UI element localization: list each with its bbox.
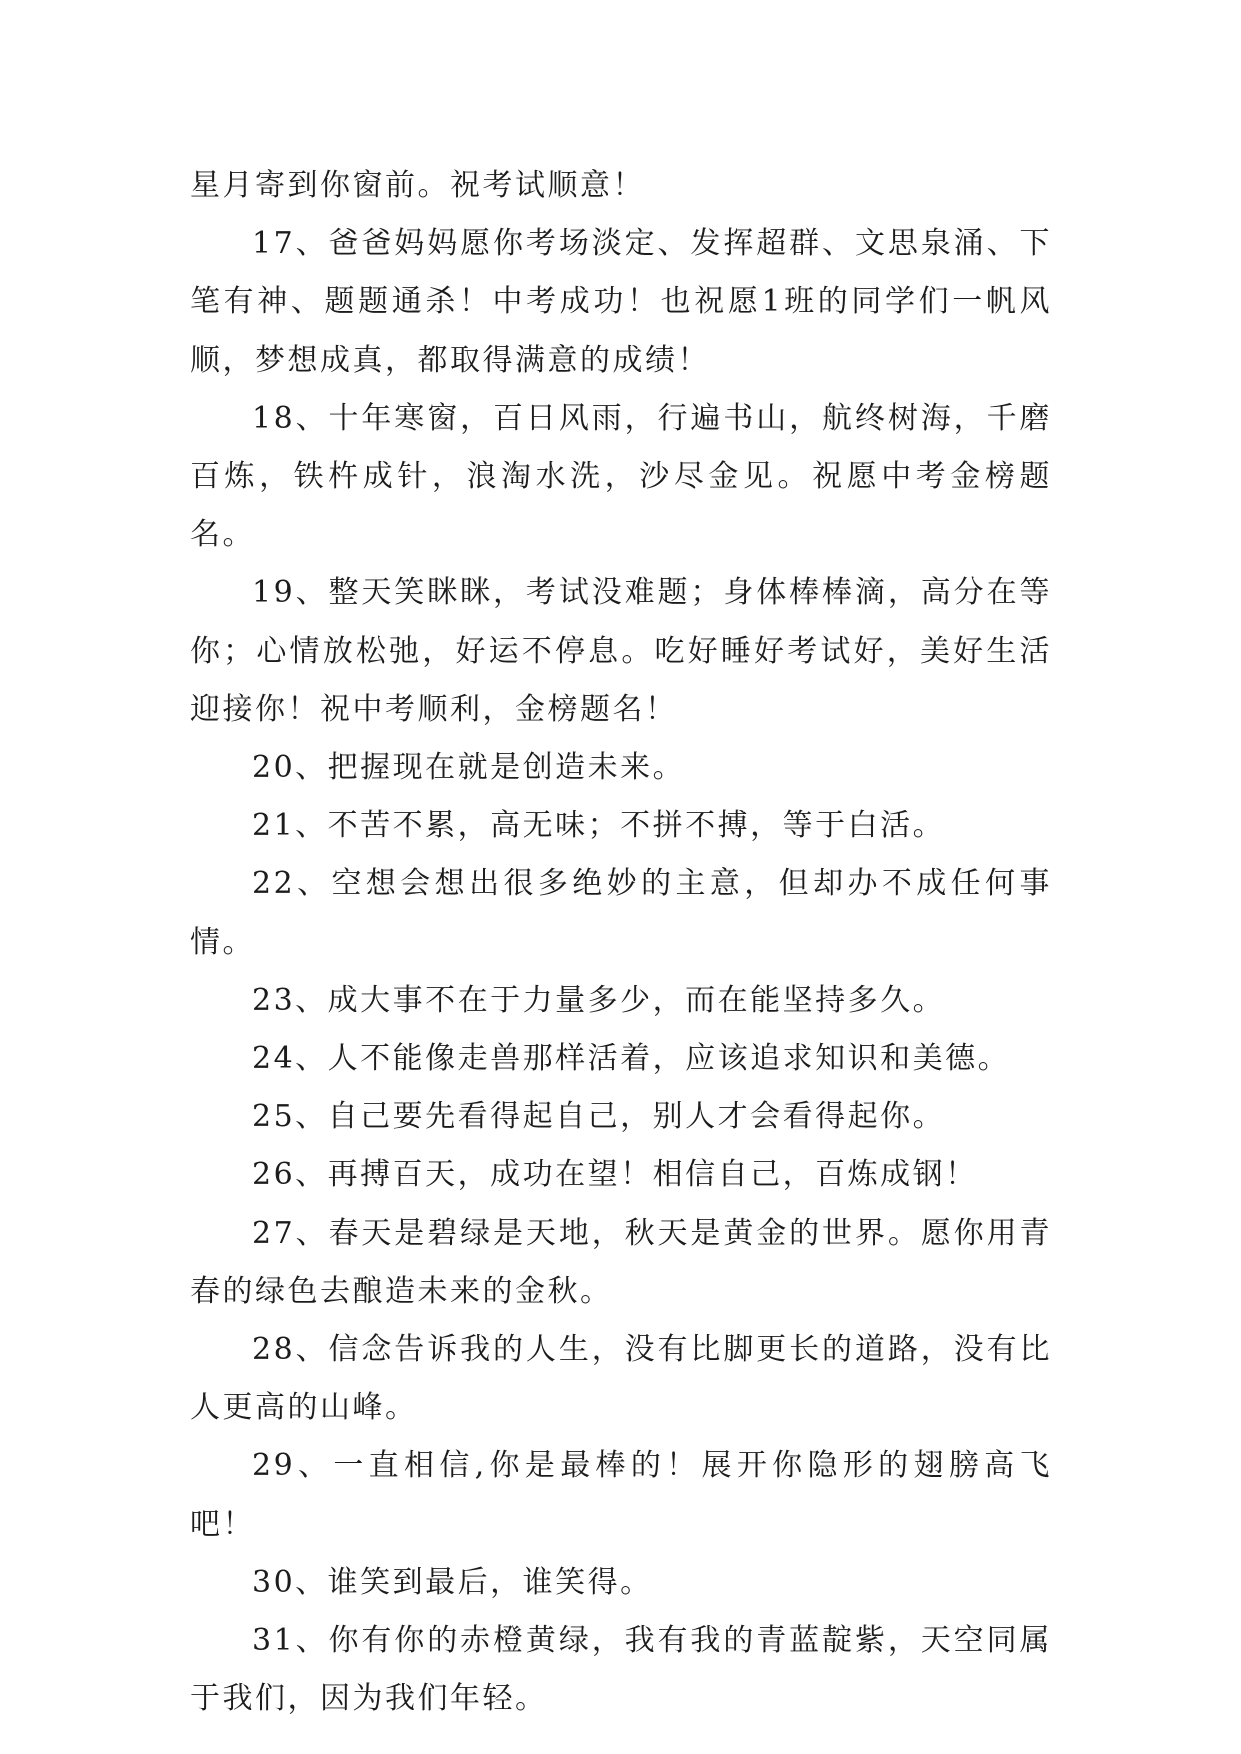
list-item: 19、整天笑眯眯，考试没难题；身体棒棒滴，高分在等你；心情放松弛，好运不停息。吃好睡好考试好，美好生活迎接你！祝中考顺利，金榜题名！	[190, 575, 1052, 727]
list-item: 26、再搏百天，成功在望！相信自己，百炼成钢！	[252, 1157, 978, 1193]
list-item: 18、十年寒窗，百日风雨，行遍书山，航终树海，千磨百炼，铁杵成针，浪淘水洗，沙尽金见。祝愿中考金榜题名。	[190, 400, 1052, 553]
list-item: 21、不苦不累，高无味；不拼不搏，等于白活。	[252, 808, 946, 844]
list-item: 30、谁笑到最后，谁笑得。	[252, 1564, 653, 1600]
list-item: 29、一直相信,你是最棒的！展开你隐形的翅膀高飞吧！	[190, 1448, 1052, 1542]
continuation-paragraph: 星月寄到你窗前。祝考试顺意！	[190, 168, 645, 203]
document-body	[190, 157, 1052, 1728]
list-item: 28、信念告诉我的人生，没有比脚更长的道路，没有比人更高的山峰。	[190, 1332, 1052, 1426]
list-item: 23、成大事不在于力量多少，而在能坚持多久。	[252, 982, 946, 1018]
list-item: 20、把握现在就是创造未来。	[252, 750, 686, 786]
list-item: 25、自己要先看得起自己，别人才会看得起你。	[252, 1099, 946, 1135]
list-item: 17、爸爸妈妈愿你考场淡定、发挥超群、文思泉涌、下笔有神、题题通杀！中考成功！也祝愿1班的同学们一帆风顺，梦想成真，都取得满意的成绩！	[190, 226, 1052, 378]
list-item: 24、人不能像走兽那样活着，应该追求知识和美德。	[252, 1041, 1011, 1077]
list-item: 31、你有你的赤橙黄绿，我有我的青蓝靛紫，天空同属于我们，因为我们年轻。	[190, 1623, 1052, 1717]
list-item: 22、空想会想出很多绝妙的主意，但却办不成任何事情。	[190, 866, 1052, 960]
list-item: 27、春天是碧绿是天地，秋天是黄金的世界。愿你用青春的绿色去酿造未来的金秋。	[190, 1215, 1052, 1309]
